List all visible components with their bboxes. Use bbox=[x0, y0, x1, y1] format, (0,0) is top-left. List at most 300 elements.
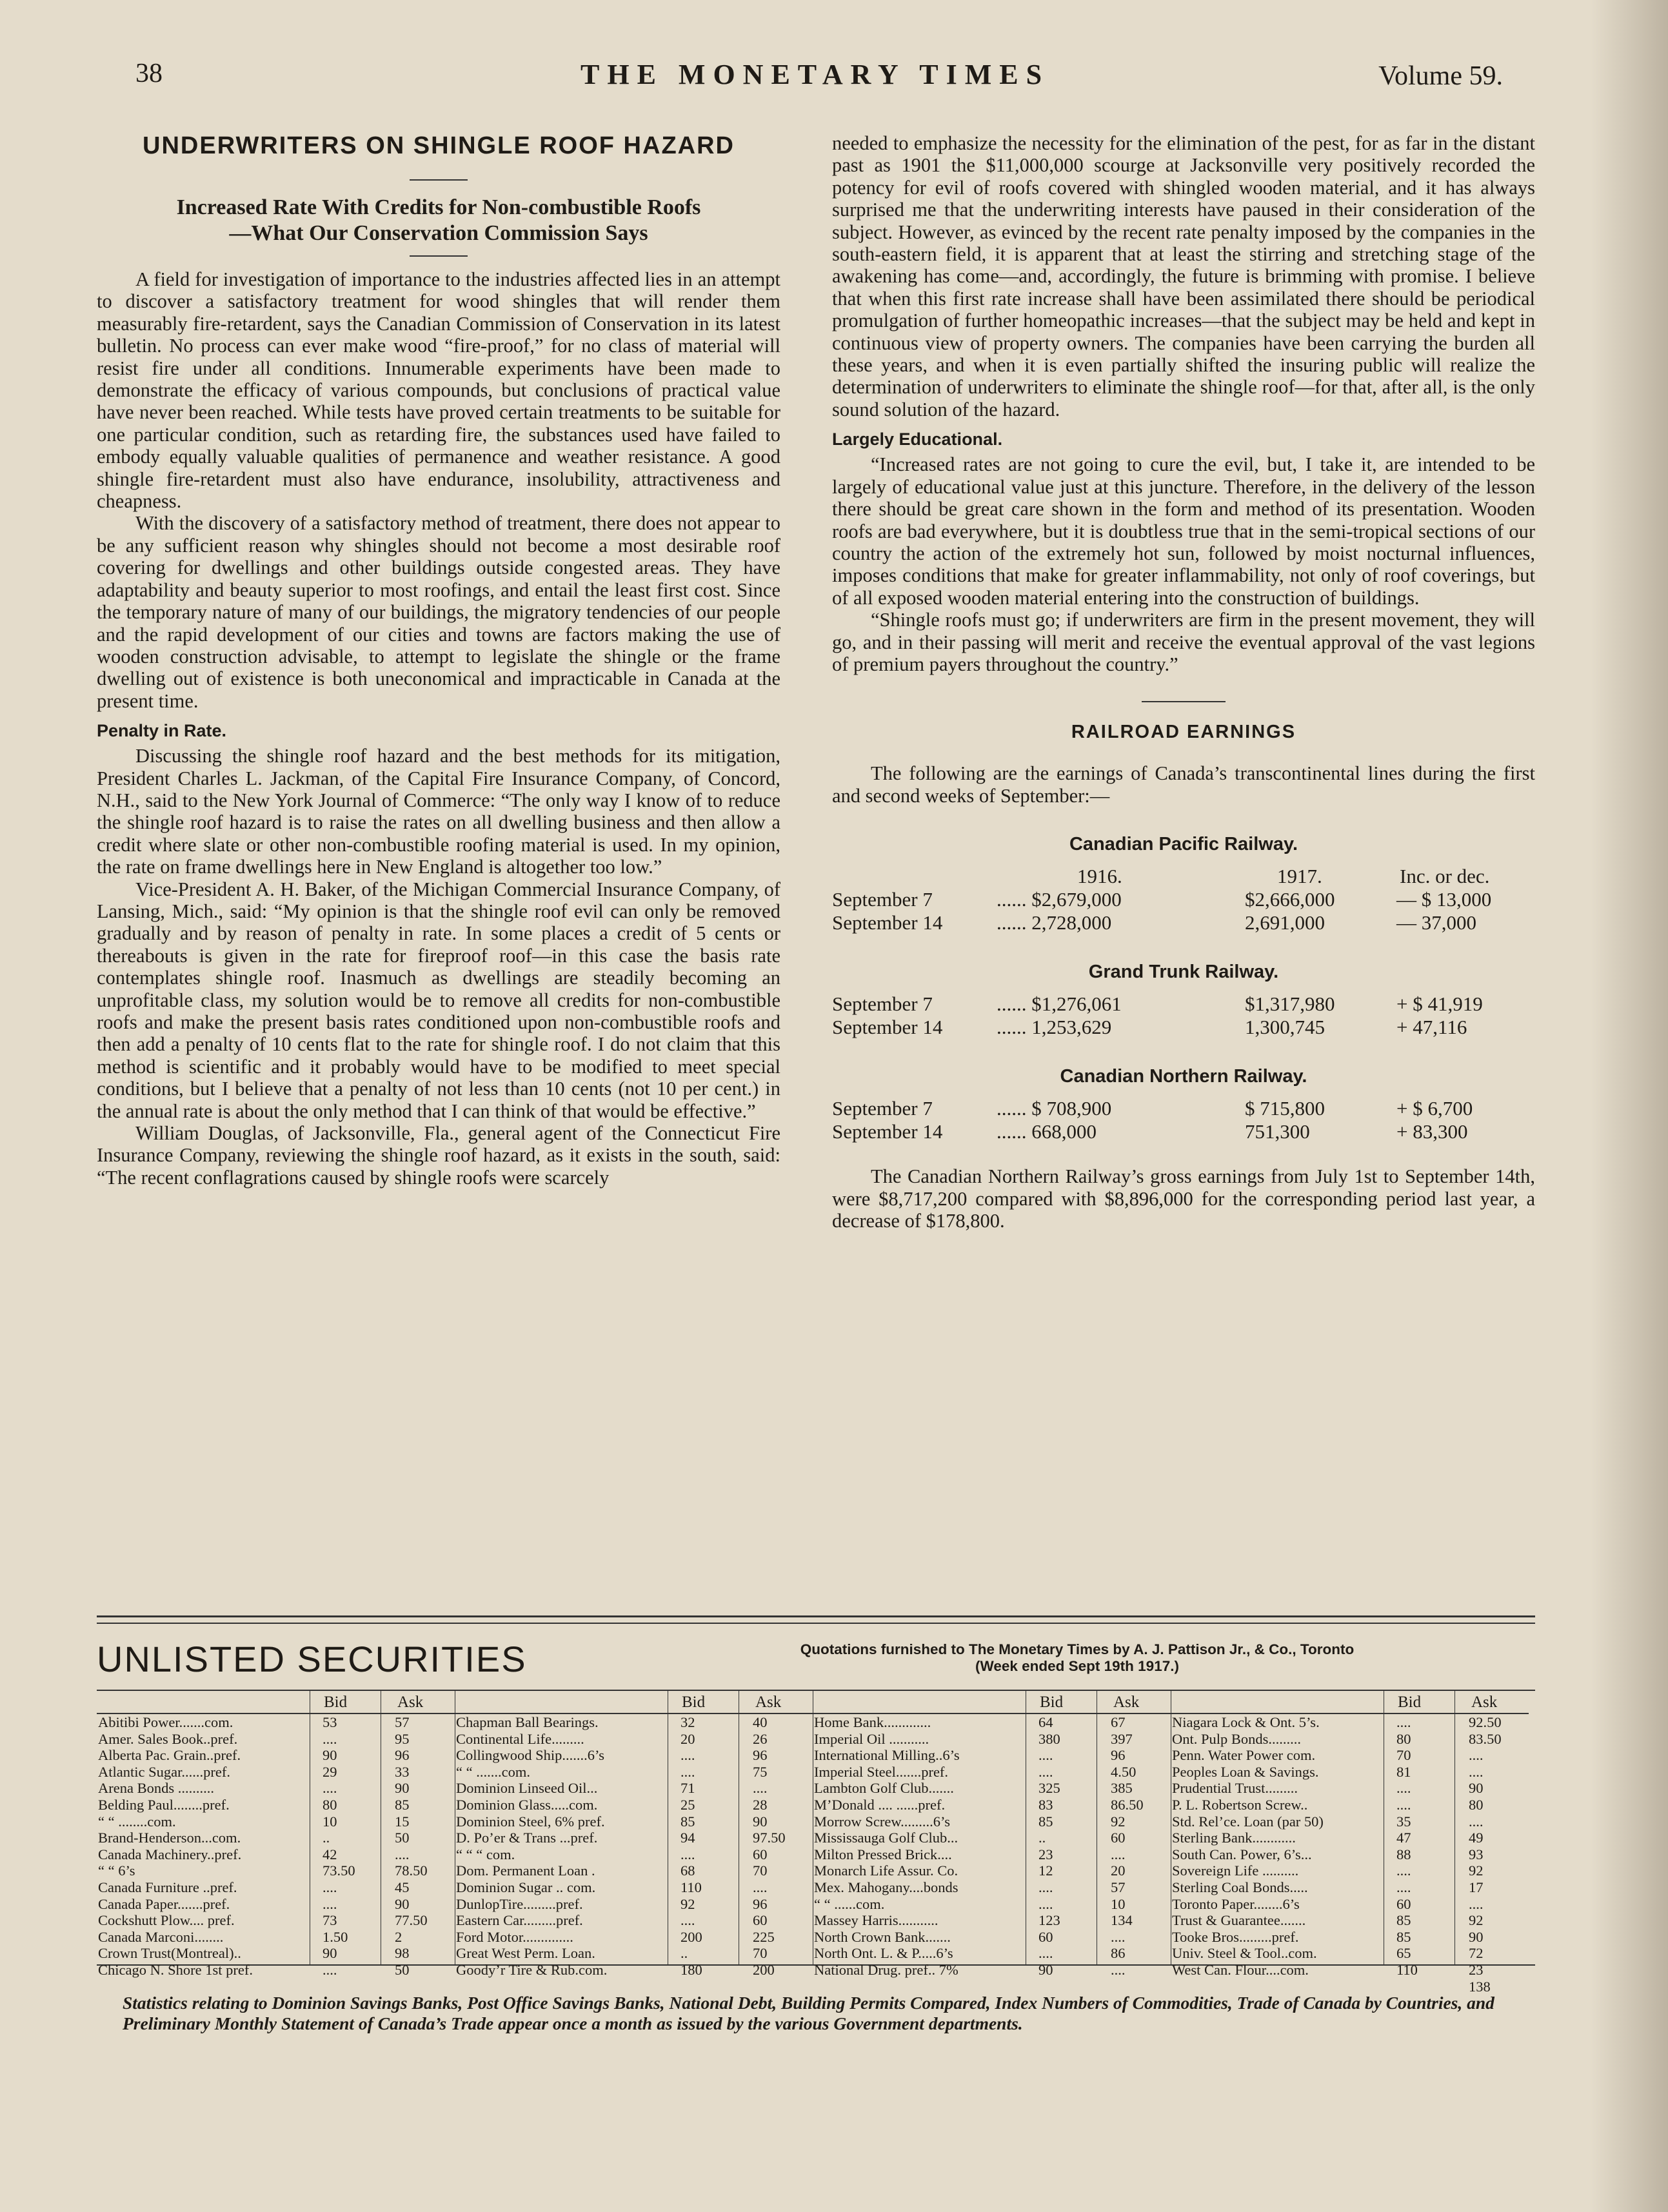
security-ask: 20 bbox=[1111, 1862, 1126, 1879]
subtitle-line-2: —What Our Conservation Commission Says bbox=[229, 221, 648, 245]
row-1917: 1,300,745 bbox=[1245, 1016, 1325, 1039]
security-ask: 98 bbox=[395, 1945, 410, 1962]
security-name: National Drug. pref.. 7% bbox=[814, 1961, 958, 1978]
security-ask: 200 bbox=[753, 1961, 775, 1978]
security-bid: .. bbox=[680, 1945, 688, 1962]
security-bid: 80 bbox=[323, 1796, 337, 1813]
row-date: September 7 bbox=[832, 888, 933, 911]
securities-row bbox=[813, 1929, 1171, 1946]
security-ask: 10 bbox=[1111, 1895, 1126, 1912]
securities-row bbox=[97, 1912, 455, 1929]
security-ask: 77.50 bbox=[395, 1912, 428, 1929]
security-bid: 88 bbox=[1396, 1846, 1411, 1862]
security-name: D. Po’er & Trans ...pref. bbox=[456, 1830, 598, 1846]
securities-row bbox=[97, 1896, 455, 1913]
security-name: DunlopTire.........pref. bbox=[456, 1895, 583, 1912]
row-1916: ...... $ 708,900 bbox=[997, 1097, 1112, 1120]
security-ask: 96 bbox=[753, 1895, 768, 1912]
securities-row bbox=[1171, 1747, 1529, 1764]
securities-row bbox=[455, 1813, 813, 1830]
securities-row bbox=[455, 1764, 813, 1781]
railroad-row bbox=[832, 1097, 1535, 1120]
security-ask: 60 bbox=[753, 1846, 768, 1862]
security-bid: 68 bbox=[680, 1862, 695, 1879]
securities-row bbox=[1171, 1945, 1529, 1962]
security-ask: 75 bbox=[753, 1763, 768, 1780]
security-bid: 60 bbox=[1396, 1895, 1411, 1912]
title-rule bbox=[410, 179, 468, 181]
security-bid: 380 bbox=[1038, 1730, 1060, 1747]
security-ask: 80 bbox=[1469, 1796, 1484, 1813]
securities-group bbox=[1171, 1691, 1529, 1995]
security-ask: 92.50 bbox=[1469, 1714, 1502, 1730]
securities-row bbox=[813, 1731, 1171, 1748]
security-ask: 83.50 bbox=[1469, 1730, 1502, 1747]
security-ask: 60 bbox=[753, 1912, 768, 1929]
securities-row bbox=[813, 1862, 1171, 1879]
security-name: Univ. Steel & Tool..com. bbox=[1172, 1945, 1317, 1962]
col-1916: 1916. bbox=[1077, 865, 1122, 888]
security-name: Alberta Pac. Grain..pref. bbox=[98, 1747, 241, 1764]
source-line-1: Quotations furnished to The Monetary Times by A. J. Pattison Jr., & Co., Toronto bbox=[800, 1641, 1355, 1657]
security-ask: 385 bbox=[1111, 1780, 1133, 1797]
security-bid: 94 bbox=[680, 1830, 695, 1846]
security-name: Dom. Permanent Loan . bbox=[456, 1862, 595, 1879]
security-ask: 57 bbox=[1111, 1879, 1126, 1895]
row-1916: ...... $1,276,061 bbox=[997, 992, 1122, 1016]
security-name: Cockshutt Plow.... pref. bbox=[98, 1912, 235, 1929]
railroad-row bbox=[832, 1120, 1535, 1143]
security-name: Milton Pressed Brick.... bbox=[814, 1846, 952, 1862]
col-1917: 1917. bbox=[1277, 865, 1322, 888]
securities-row bbox=[1171, 1912, 1529, 1929]
securities-row bbox=[97, 1813, 455, 1830]
row-1917: $ 715,800 bbox=[1245, 1097, 1325, 1120]
security-ask: .... bbox=[1469, 1895, 1484, 1912]
securities-row bbox=[97, 1797, 455, 1813]
security-ask: .... bbox=[753, 1879, 768, 1895]
securities-row bbox=[455, 1879, 813, 1896]
securities-row bbox=[455, 1780, 813, 1797]
security-bid: 92 bbox=[680, 1895, 695, 1912]
security-name: Dominion Steel, 6% pref. bbox=[456, 1813, 605, 1830]
security-name: Sovereign Life .......... bbox=[1172, 1862, 1299, 1879]
security-ask: 67 bbox=[1111, 1714, 1126, 1730]
securities-row bbox=[1171, 1813, 1529, 1830]
security-bid: .... bbox=[680, 1747, 695, 1764]
securities-row bbox=[813, 1813, 1171, 1830]
securities-row bbox=[97, 1846, 455, 1863]
securities-row bbox=[97, 1747, 455, 1764]
security-ask: 86 bbox=[1111, 1945, 1126, 1962]
security-bid: 47 bbox=[1396, 1830, 1411, 1846]
masthead: THE MONETARY TIMES bbox=[581, 59, 1050, 90]
row-1916: ...... 2,728,000 bbox=[997, 911, 1112, 934]
security-bid: 85 bbox=[1396, 1912, 1411, 1929]
security-bid: .... bbox=[1396, 1714, 1411, 1730]
col-change: Inc. or dec. bbox=[1400, 865, 1490, 888]
paragraph: needed to emphasize the necessity for the elimination of the pest, for as far in the distant past as 1901 the $11,000,000 scourge at Jacksonville very positively recorded the potency for evil of roofs covered with shingled wooden material, and it has always surprised me that the underwriting interests have paused in their consideration of the subject. However, as evinced by the recent rate penalty imposed by the companies in the south-eastern field, it is apparent that at least the stirring and stretching stage of the awakening has come—and, accordingly, the future is brimming with promise. I believe that when this first rate increase shall have been assimilated there should be periodical promulgation of further homeopathic increases—that the subject may be held and kept in continuous view of property owners. The companies have been carrying the burden all these years, and when it is even partially shifted the insuring public will realize the determination of underwriters to eliminate the shingle roof—for that, after all, is the only sound solution of the hazard. bbox=[832, 132, 1535, 420]
security-ask: .... bbox=[1469, 1747, 1484, 1764]
security-bid: 81 bbox=[1396, 1763, 1411, 1780]
security-name: Morrow Screw.........6’s bbox=[814, 1813, 951, 1830]
security-name: Canada Machinery..pref. bbox=[98, 1846, 242, 1862]
security-bid: 64 bbox=[1038, 1714, 1053, 1730]
securities-group bbox=[455, 1691, 813, 1979]
row-date: September 7 bbox=[832, 1097, 933, 1120]
securities-row bbox=[455, 1797, 813, 1813]
security-name: International Milling..6’s bbox=[814, 1747, 960, 1764]
security-ask: 93 bbox=[1469, 1846, 1484, 1862]
security-bid: .. bbox=[323, 1830, 330, 1846]
security-name: Goody’r Tire & Rub.com. bbox=[456, 1961, 608, 1978]
securities-row bbox=[813, 1780, 1171, 1797]
row-change: + 47,116 bbox=[1396, 1016, 1467, 1039]
security-ask: 70 bbox=[753, 1945, 768, 1962]
securities-row bbox=[813, 1879, 1171, 1896]
security-ask: 60 bbox=[1111, 1830, 1126, 1846]
security-bid: .... bbox=[323, 1879, 337, 1895]
security-ask: 28 bbox=[753, 1796, 768, 1813]
security-ask: 50 bbox=[395, 1961, 410, 1978]
security-bid: 29 bbox=[323, 1763, 337, 1780]
security-ask: 78.50 bbox=[395, 1862, 428, 1879]
security-bid: .... bbox=[323, 1895, 337, 1912]
paragraph: “Increased rates are not going to cure the evil, but, I take it, are intended to be largely of educational value just at this juncture. Therefore, in the delivery of the lesson there should be great care shown in the form and method of its presentation. Wooden roofs are bad everywhere, but it is doubtless true that in the semi-tropical sections of our country the action of the extremely hot sun, followed by moist nocturnal influences, imposes conditions that make for greater inflammability, not only of roof coverings, but of all exposed wooden material entering into the construction of buildings. bbox=[832, 453, 1535, 609]
security-bid: .... bbox=[680, 1763, 695, 1780]
security-bid: 73 bbox=[323, 1912, 337, 1929]
ask-header: Ask bbox=[397, 1694, 424, 1711]
securities-row bbox=[455, 1945, 813, 1962]
security-name: Sterling Bank............ bbox=[1172, 1830, 1296, 1846]
securities-row bbox=[1171, 1896, 1529, 1913]
securities-row bbox=[97, 1714, 455, 1731]
securities-row bbox=[1171, 1797, 1529, 1813]
railroad-closing: The Canadian Northern Railway’s gross earnings from July 1st to September 14th, were $8,717,200 compared with $8,896,000 for the corresponding period last year, a decrease of $178,800. bbox=[832, 1165, 1535, 1232]
securities-group bbox=[813, 1691, 1171, 1979]
security-name: “ “ ......com. bbox=[814, 1895, 885, 1912]
page-number: 38 bbox=[135, 59, 163, 88]
security-name: Arena Bonds .......... bbox=[98, 1780, 214, 1797]
securities-header-row bbox=[455, 1691, 813, 1714]
row-date: September 14 bbox=[832, 1120, 943, 1143]
row-change: + 83,300 bbox=[1396, 1120, 1468, 1143]
security-name: Monarch Life Assur. Co. bbox=[814, 1862, 958, 1879]
security-bid: 80 bbox=[1396, 1730, 1411, 1747]
security-bid: .... bbox=[323, 1780, 337, 1797]
security-bid: 325 bbox=[1038, 1780, 1060, 1797]
security-name: Belding Paul........pref. bbox=[98, 1796, 230, 1813]
security-name: Niagara Lock & Ont. 5’s. bbox=[1172, 1714, 1320, 1730]
railroad-row bbox=[832, 992, 1535, 1016]
security-ask: 23 bbox=[1469, 1961, 1484, 1978]
volume-label: Volume 59. bbox=[1378, 61, 1503, 91]
security-bid: 25 bbox=[680, 1796, 695, 1813]
security-name: Great West Perm. Loan. bbox=[456, 1945, 595, 1962]
securities-row bbox=[97, 1862, 455, 1879]
security-bid: 71 bbox=[680, 1780, 695, 1797]
row-date: September 7 bbox=[832, 992, 933, 1016]
securities-row bbox=[1171, 1830, 1529, 1846]
row-date: September 14 bbox=[832, 1016, 943, 1039]
security-ask: 95 bbox=[395, 1730, 410, 1747]
security-name: Lambton Golf Club....... bbox=[814, 1780, 954, 1797]
security-name: Penn. Water Power com. bbox=[1172, 1747, 1316, 1764]
security-bid: .... bbox=[1396, 1780, 1411, 1797]
section-divider bbox=[97, 1615, 1535, 1624]
security-ask: 90 bbox=[1469, 1928, 1484, 1945]
subtitle-rule bbox=[410, 255, 468, 257]
security-bid: .... bbox=[1396, 1879, 1411, 1895]
railroad-intro: The following are the earnings of Canada’s transcontinental lines during the first and second weeks of September:— bbox=[832, 762, 1535, 807]
security-bid: 65 bbox=[1396, 1945, 1411, 1962]
securities-row bbox=[455, 1830, 813, 1846]
securities-row bbox=[813, 1945, 1171, 1962]
securities-header-row bbox=[97, 1691, 455, 1714]
security-ask: 26 bbox=[753, 1730, 768, 1747]
security-name: Brand-Henderson...com. bbox=[98, 1830, 241, 1846]
security-bid: 53 bbox=[323, 1714, 337, 1730]
security-bid: 180 bbox=[680, 1961, 702, 1978]
security-ask: .... bbox=[1111, 1961, 1126, 1978]
security-ask: 4.50 bbox=[1111, 1763, 1137, 1780]
security-ask: 17 bbox=[1469, 1879, 1484, 1895]
securities-row bbox=[813, 1797, 1171, 1813]
article-subtitle bbox=[97, 195, 780, 246]
security-bid: 73.50 bbox=[323, 1862, 355, 1879]
security-name: Mississauga Golf Club... bbox=[814, 1830, 958, 1846]
security-name: Ford Motor.............. bbox=[456, 1928, 573, 1945]
securities-row bbox=[455, 1912, 813, 1929]
security-name: Ont. Pulp Bonds......... bbox=[1172, 1730, 1302, 1747]
securities-row bbox=[455, 1929, 813, 1946]
row-1917: $2,666,000 bbox=[1245, 888, 1335, 911]
security-bid: .... bbox=[1396, 1862, 1411, 1879]
security-ask: 225 bbox=[753, 1928, 775, 1945]
security-bid: 90 bbox=[323, 1945, 337, 1962]
security-bid: .... bbox=[1396, 1796, 1411, 1813]
security-ask: 57 bbox=[395, 1714, 410, 1730]
railway-name: Canadian Pacific Railway. bbox=[1069, 834, 1298, 855]
security-bid: .... bbox=[1038, 1945, 1053, 1962]
ask-header: Ask bbox=[1471, 1694, 1498, 1711]
security-bid: 23 bbox=[1038, 1846, 1053, 1862]
paragraph: William Douglas, of Jacksonville, Fla., general agent of the Connecticut Fire Insurance Company, reviewing the shingle roof hazard, as it exists in the south, said: “The recent conflagrations caused by shingle roofs were scarcely bbox=[97, 1122, 780, 1189]
row-date: September 14 bbox=[832, 911, 943, 934]
footnote: Statistics relating to Dominion Savings Banks, Post Office Savings Banks, National Debt, Building Permits Compared, Index Numbers of Commodities, Trade of Canada by Countries, and Preliminary Monthly Statement of Canada’s Trade appear once a month as issued by the various Government departments. bbox=[123, 1993, 1494, 2033]
securities-row bbox=[455, 1896, 813, 1913]
security-ask: 2 bbox=[395, 1928, 402, 1945]
security-name: West Can. Flour....com. bbox=[1172, 1961, 1309, 1978]
security-bid: 110 bbox=[1396, 1961, 1418, 1978]
security-bid: .... bbox=[323, 1961, 337, 1978]
security-ask: 45 bbox=[395, 1879, 410, 1895]
security-ask: 40 bbox=[753, 1714, 768, 1730]
bid-header: Bid bbox=[1398, 1694, 1422, 1711]
row-1917: 751,300 bbox=[1245, 1120, 1310, 1143]
paragraph: A field for investigation of importance to the industries affected lies in an attempt to discover a satisfactory treatment for wood shingles that will render them measurably fire-retardent, says the Canadian Commission of Conservation in its latest bulletin. No process can ever make wood “fire-proof,” for no class of material will resist fire under all conditions. Innumerable experiments have been made to demonstrate the efficacy of various compounds, but conclusions of practical value have never been reached. While tests have proved certain treatments to be suitable for one particular condition, such as retarding fire, the substances used have failed to embody equally valuable qualities of permanence and weather resistance. A good shingle fire-retardent must also have endurance, insolubility, attractiveness and cheapness. bbox=[97, 268, 780, 513]
security-name: Mex. Mahogany....bonds bbox=[814, 1879, 958, 1895]
security-bid: 10 bbox=[323, 1813, 337, 1830]
security-name: Sterling Coal Bonds..... bbox=[1172, 1879, 1308, 1895]
security-bid: .... bbox=[680, 1912, 695, 1929]
security-bid: 35 bbox=[1396, 1813, 1411, 1830]
security-ask: 92 bbox=[1469, 1862, 1484, 1879]
security-name: Chicago N. Shore 1st pref. bbox=[98, 1961, 253, 1978]
securities-row bbox=[97, 1830, 455, 1846]
security-ask: .... bbox=[1111, 1846, 1126, 1862]
security-ask: 92 bbox=[1469, 1912, 1484, 1929]
security-bid: 200 bbox=[680, 1928, 702, 1945]
security-ask: 49 bbox=[1469, 1830, 1484, 1846]
security-ask: 72 bbox=[1469, 1945, 1484, 1962]
security-bid: 20 bbox=[680, 1730, 695, 1747]
security-bid: 85 bbox=[1396, 1928, 1411, 1945]
security-ask: 96 bbox=[753, 1747, 768, 1764]
section-heading: Largely Educational. bbox=[832, 430, 1003, 449]
ask-header: Ask bbox=[755, 1694, 782, 1711]
right-column bbox=[832, 126, 1535, 1232]
securities-row bbox=[1171, 1780, 1529, 1797]
bid-header: Bid bbox=[682, 1694, 706, 1711]
railroad-row bbox=[832, 1016, 1535, 1039]
security-ask: 90 bbox=[1469, 1780, 1484, 1797]
row-1917: $1,317,980 bbox=[1245, 992, 1335, 1016]
security-ask: 138 bbox=[1469, 1978, 1491, 1995]
security-name: North Crown Bank....... bbox=[814, 1928, 951, 1945]
security-bid: .... bbox=[1038, 1763, 1053, 1780]
security-name: M’Donald .... ......pref. bbox=[814, 1796, 946, 1813]
security-name: Canada Marconi........ bbox=[98, 1928, 224, 1945]
securities-row bbox=[455, 1714, 813, 1731]
securities-row bbox=[455, 1862, 813, 1879]
security-name: South Can. Power, 6’s... bbox=[1172, 1846, 1312, 1862]
section-heading: Penalty in Rate. bbox=[97, 721, 227, 741]
railway-name: Canadian Northern Railway. bbox=[1060, 1066, 1307, 1087]
paragraph: With the discovery of a satisfactory method of treatment, there does not appear to be any sufficient reason why shingles should not become a most desirable roof covering for dwellings and other buildings outside congested areas. They have adaptability and beauty superior to most roofings, and entail the least first cost. Since the temporary nature of many of our buildings, the migratory tendencies of our people and the rapid development of our cities and towns are factors making the use of wooden construction advisable, to attempt to legislate the shingle or the frame dwelling out of existence is both uneconomical and impracticable in Canada at the present time. bbox=[97, 512, 780, 712]
securities-group bbox=[97, 1691, 455, 1979]
securities-row bbox=[813, 1714, 1171, 1731]
security-name: “ “ ........com. bbox=[98, 1813, 176, 1830]
security-name: Std. Rel’ce. Loan (par 50) bbox=[1172, 1813, 1324, 1830]
security-ask: .... bbox=[1469, 1763, 1484, 1780]
security-bid: .... bbox=[1038, 1747, 1053, 1764]
securities-row bbox=[97, 1780, 455, 1797]
security-bid: .... bbox=[323, 1730, 337, 1747]
security-name: Chapman Ball Bearings. bbox=[456, 1714, 599, 1730]
security-name: Continental Life......... bbox=[456, 1730, 584, 1747]
security-name: Dominion Glass.....com. bbox=[456, 1796, 598, 1813]
security-bid: 60 bbox=[1038, 1928, 1053, 1945]
security-ask: 90 bbox=[395, 1780, 410, 1797]
securities-row bbox=[97, 1945, 455, 1962]
row-1916: ...... 1,253,629 bbox=[997, 1016, 1112, 1039]
security-ask: .... bbox=[753, 1780, 768, 1797]
security-name: Eastern Car.........pref. bbox=[456, 1912, 583, 1929]
security-name: Crown Trust(Montreal).. bbox=[98, 1945, 241, 1962]
securities-title: UNLISTED SECURITIES bbox=[97, 1639, 527, 1679]
security-name: “ “ 6’s bbox=[98, 1862, 135, 1879]
securities-row bbox=[1171, 1731, 1529, 1748]
securities-row bbox=[813, 1896, 1171, 1913]
security-ask: 97.50 bbox=[753, 1830, 786, 1846]
securities-row bbox=[1171, 1929, 1529, 1946]
securities-row bbox=[455, 1962, 813, 1979]
security-name: Imperial Oil ........... bbox=[814, 1730, 929, 1747]
securities-row bbox=[97, 1731, 455, 1748]
ask-header: Ask bbox=[1113, 1694, 1140, 1711]
security-bid: 85 bbox=[1038, 1813, 1053, 1830]
row-1916: ...... $2,679,000 bbox=[997, 888, 1122, 911]
security-name: Collingwood Ship.......6’s bbox=[456, 1747, 605, 1764]
securities-source bbox=[651, 1641, 1503, 1675]
security-name: North Ont. L. & P.....6’s bbox=[814, 1945, 953, 1962]
article-title: UNDERWRITERS ON SHINGLE ROOF HAZARD bbox=[143, 132, 735, 159]
security-bid: 90 bbox=[323, 1747, 337, 1764]
securities-header-row bbox=[1171, 1691, 1529, 1714]
securities-row bbox=[1171, 1879, 1529, 1896]
security-name: Canada Paper.......pref. bbox=[98, 1895, 230, 1912]
security-bid: 110 bbox=[680, 1879, 702, 1895]
securities-row bbox=[813, 1912, 1171, 1929]
security-bid: 32 bbox=[680, 1714, 695, 1730]
page-header bbox=[135, 58, 1503, 103]
security-name: Home Bank............. bbox=[814, 1714, 931, 1730]
securities-header-row bbox=[813, 1691, 1171, 1714]
security-ask: .... bbox=[1469, 1813, 1484, 1830]
security-ask: 397 bbox=[1111, 1730, 1133, 1747]
security-name: “ “ .......com. bbox=[456, 1763, 530, 1780]
security-bid: .... bbox=[1038, 1879, 1053, 1895]
security-ask: 96 bbox=[1111, 1747, 1126, 1764]
row-change: — 37,000 bbox=[1396, 911, 1476, 934]
page-edge-shadow bbox=[1591, 0, 1668, 2212]
security-ask: 134 bbox=[1111, 1912, 1133, 1929]
security-name: Dominion Sugar .. com. bbox=[456, 1879, 596, 1895]
security-ask: .... bbox=[1111, 1928, 1126, 1945]
securities-row bbox=[1171, 1846, 1529, 1863]
security-name: Atlantic Sugar......pref. bbox=[98, 1763, 230, 1780]
security-ask: 90 bbox=[753, 1813, 768, 1830]
section-rule bbox=[1142, 701, 1226, 702]
row-change: + $ 41,919 bbox=[1396, 992, 1483, 1016]
securities-row bbox=[455, 1731, 813, 1748]
securities-row bbox=[813, 1747, 1171, 1764]
railroad-title: RAILROAD EARNINGS bbox=[1071, 722, 1296, 743]
security-ask: 86.50 bbox=[1111, 1796, 1144, 1813]
security-bid: 123 bbox=[1038, 1912, 1060, 1929]
security-bid: 42 bbox=[323, 1846, 337, 1862]
security-name: Toronto Paper........6’s bbox=[1172, 1895, 1300, 1912]
railroad-header-row bbox=[832, 865, 1535, 888]
row-1917: 2,691,000 bbox=[1245, 911, 1325, 934]
left-column bbox=[97, 126, 780, 1189]
security-ask: 90 bbox=[395, 1895, 410, 1912]
paragraph: Discussing the shingle roof hazard and the best methods for its mitigation, President Charles L. Jackman, of the Capital Fire Insurance Company, of Concord, N.H., said to the New York Journal of Commerce: “The only way I know of to reduce the shingle roof hazard is to raise the rates on all dwelling business and then allow a credit where slate or other non-combustible roofing material is used. In my opinion, the rate on frame dwellings here in New England is altogether too low.” bbox=[97, 745, 780, 878]
securities-row bbox=[813, 1830, 1171, 1846]
security-name: Massey Harris........... bbox=[814, 1912, 938, 1929]
security-name: Canada Furniture ..pref. bbox=[98, 1879, 237, 1895]
security-bid: .. bbox=[1038, 1830, 1046, 1846]
security-bid: 83 bbox=[1038, 1796, 1053, 1813]
railroad-row bbox=[832, 911, 1535, 934]
securities-row bbox=[813, 1962, 1171, 1979]
security-name: Prudential Trust......... bbox=[1172, 1780, 1298, 1797]
security-bid: 12 bbox=[1038, 1862, 1053, 1879]
securities-row bbox=[97, 1764, 455, 1781]
security-name: Trust & Guarantee....... bbox=[1172, 1912, 1306, 1929]
bid-header: Bid bbox=[324, 1694, 348, 1711]
